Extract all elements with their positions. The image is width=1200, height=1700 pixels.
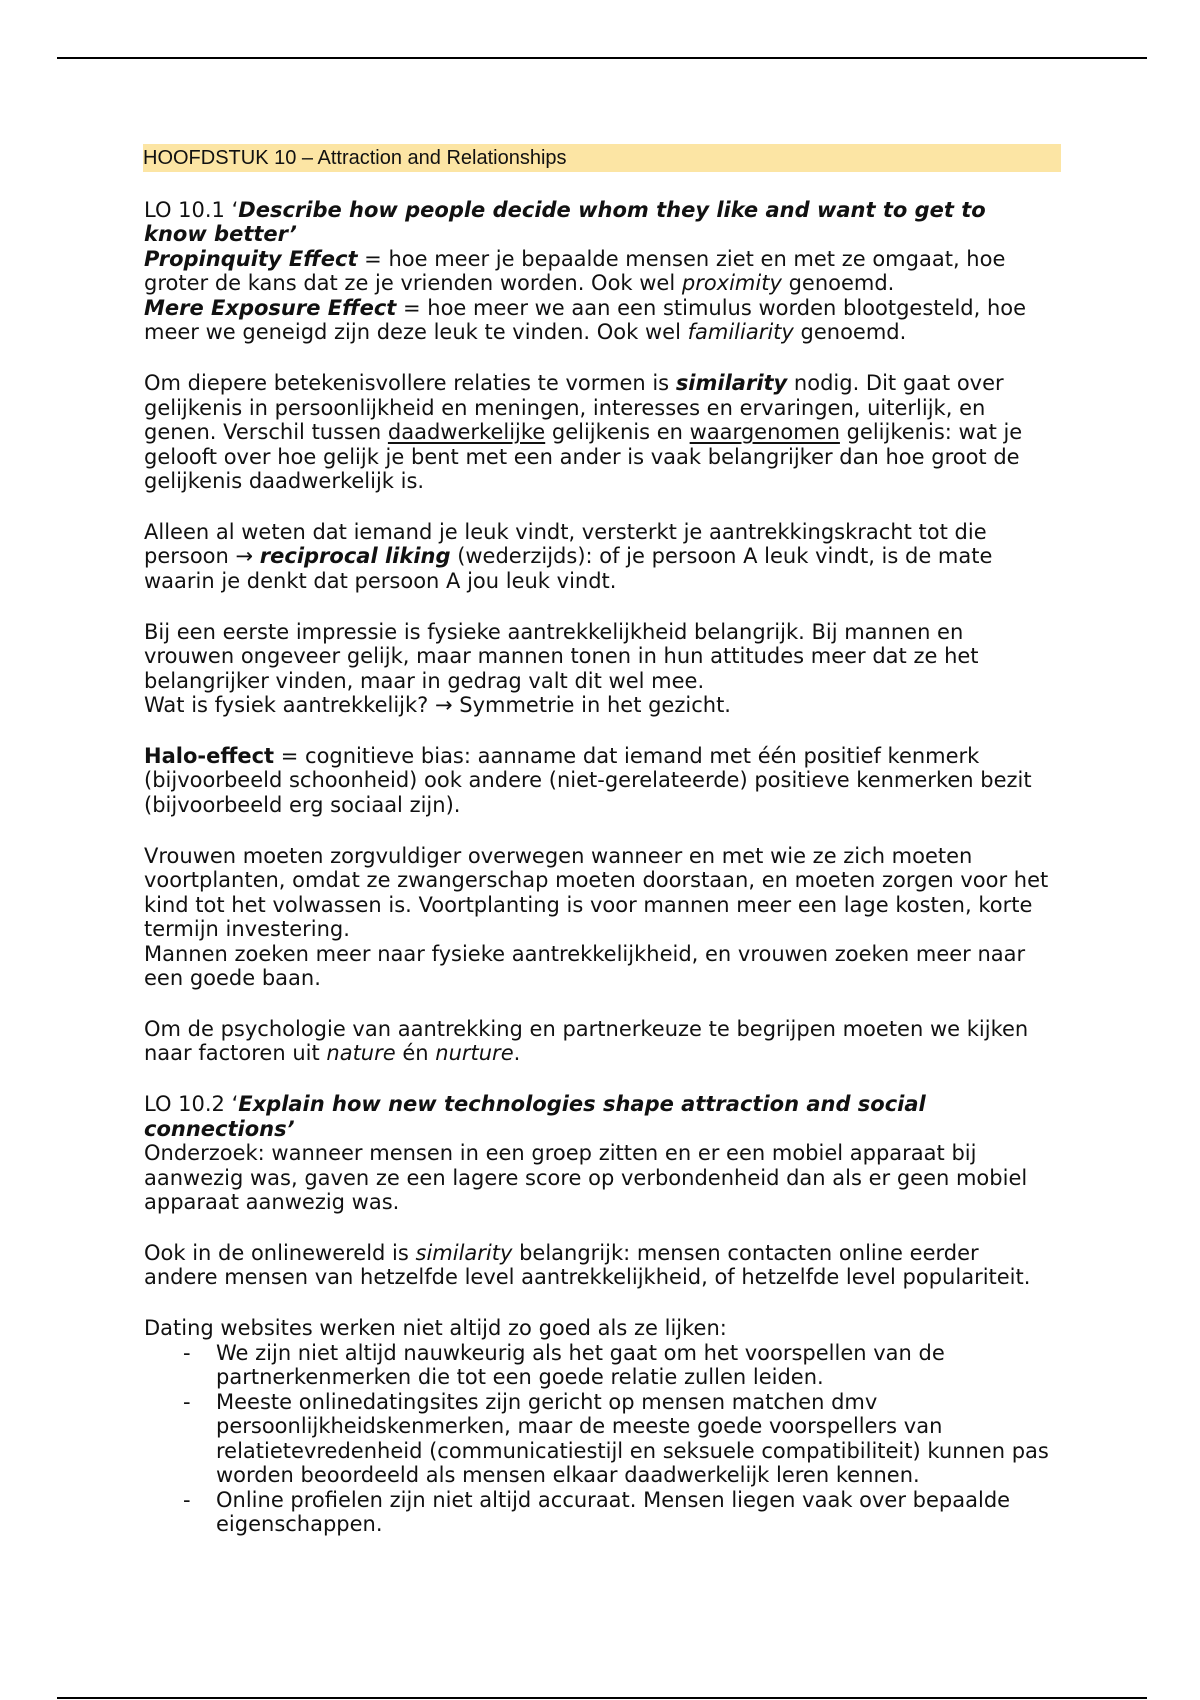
text-line: relatietevredenheid (communicatiestijl en seksuele compatibiliteit) kunnen pas — [216, 1438, 1049, 1463]
text-line — [144, 396, 1074, 421]
term-familiarity: familiarity — [687, 320, 794, 345]
lo-title: Describe how people decide whom they like and want to get to — [238, 197, 986, 222]
text-run: persoon → — [144, 544, 260, 569]
text-run: gelijkenis daadwerkelijk is. — [144, 469, 425, 493]
term-similarity: similarity — [415, 1240, 513, 1265]
text-line — [144, 1190, 1074, 1215]
text-line: We zijn niet altijd nauwkeurig als het gaat om het voorspellen van de — [216, 1340, 945, 1365]
header-rule — [57, 57, 1147, 59]
text-line — [144, 1117, 1074, 1142]
term-waargenomen: waargenomen — [689, 420, 840, 444]
text-run: én — [395, 1041, 436, 1066]
bullet-list — [144, 1341, 1074, 1537]
text-line — [144, 620, 1074, 645]
text-line: partnerkenmerken die tot een goede relatie zullen leiden. — [216, 1365, 824, 1389]
text-run: kind tot het volwassen is. Voortplanting is voor mannen meer een lage kosten, korte — [144, 892, 1033, 917]
term-similarity: similarity — [675, 371, 788, 395]
list-item — [144, 1488, 1074, 1537]
text-line — [144, 1017, 1074, 1042]
text-line: Online profielen zijn niet altijd accuraat. Mensen liegen vaak over bepaalde — [216, 1487, 1011, 1512]
lo-title: Explain how new technologies shape attraction and social — [238, 1092, 926, 1116]
paragraph-online-similarity — [144, 1241, 1074, 1290]
text-line — [144, 469, 1074, 494]
paragraph-nature-nurture — [144, 1017, 1074, 1066]
text-line — [144, 917, 1074, 942]
text-line — [144, 520, 1074, 545]
text-line: Meeste onlinedatingsites zijn gericht op mensen matchen dmv — [216, 1389, 878, 1414]
bullet-marker: - — [183, 1487, 191, 1512]
text-line — [144, 222, 1074, 247]
lo-title: connections’ — [144, 1116, 295, 1141]
paragraph-reciprocal-liking — [144, 520, 1074, 594]
text-line — [144, 693, 1074, 718]
paragraph-physical-attractiveness — [144, 620, 1074, 718]
text-run: groter de kans dat ze je vrienden worden. Ook wel — [144, 271, 682, 296]
lo-label: LO 10.1 ‘ — [144, 197, 239, 222]
text-line — [144, 247, 1074, 272]
text-run: naar factoren uit — [144, 1041, 327, 1066]
text-line — [144, 1092, 1074, 1117]
text-line — [144, 793, 1074, 818]
text-line — [144, 844, 1074, 869]
paragraph-dating-websites — [144, 1316, 1074, 1537]
text-run: (bijvoorbeeld schoonheid) ook andere (niet-gerelateerde) positieve kenmerken bezit — [144, 768, 1032, 793]
text-line — [144, 371, 1074, 396]
text-line — [144, 868, 1074, 893]
text-line — [144, 420, 1074, 445]
paragraph-propinquity — [144, 247, 1074, 345]
bullet-marker: - — [183, 1340, 191, 1365]
text-line — [144, 544, 1074, 569]
text-run: Dating websites werken niet altijd zo goed als ze lijken: — [144, 1316, 727, 1340]
bullet-marker: - — [183, 1389, 191, 1414]
chapter-heading: HOOFDSTUK 10 – Attraction and Relationships — [143, 144, 1061, 172]
text-line — [144, 1166, 1074, 1191]
list-item — [144, 1390, 1074, 1488]
text-line — [144, 1041, 1074, 1066]
text-run: gelijkenis: wat je — [839, 420, 1023, 444]
term-proximity: proximity — [681, 271, 782, 296]
text-run: genoemd. — [781, 271, 895, 296]
text-line — [144, 893, 1074, 918]
list-item — [144, 1341, 1074, 1390]
text-line — [144, 569, 1074, 594]
text-line — [144, 669, 1074, 694]
text-line — [144, 1316, 1074, 1341]
paragraph-research — [144, 1141, 1074, 1215]
text-run: vrouwen ongeveer gelijk, maar mannen tonen in hun attitudes meer dat ze het — [144, 644, 979, 668]
text-run: (wederzijds): of je persoon A leuk vindt, is de mate — [450, 544, 993, 569]
text-run: genoemd. — [793, 320, 907, 345]
text-run: apparaat aanwezig was. — [144, 1190, 400, 1214]
term-nurture: nurture — [435, 1041, 514, 1066]
text-run: Om diepere betekenisvollere relaties te vormen is — [144, 371, 676, 395]
text-run: Vrouwen moeten zorgvuldiger overwegen wanneer en met wie ze zich moeten — [144, 843, 973, 868]
text-run: = cognitieve bias: aanname dat iemand met één positief kenmerk — [274, 743, 980, 768]
text-run: aanwezig was, gaven ze een lagere score op verbondenheid dan als er geen mobiel — [144, 1165, 1028, 1190]
text-run: waarin je denkt dat persoon A jou leuk vindt. — [144, 568, 617, 593]
text-line — [144, 744, 1074, 769]
text-run: belangrijker vinden, maar in gedrag valt dit wel mee. — [144, 668, 705, 693]
paragraph-halo-effect — [144, 744, 1074, 818]
text-run: Wat is fysiek aantrekkelijk? → Symmetrie in het gezicht. — [144, 693, 731, 717]
term-halo-effect: Halo-effect — [144, 743, 275, 768]
text-run: Ook in de onlinewereld is — [144, 1240, 416, 1265]
footer-rule — [57, 1697, 1147, 1699]
learning-objective-10-1 — [144, 198, 1074, 247]
text-run: genen. Verschil tussen — [144, 420, 388, 444]
text-run: een goede baan. — [144, 966, 321, 990]
text-run: gelijkenis in persoonlijkheid en meningen, interesses en ervaringen, uiterlijk, en — [144, 395, 986, 420]
text-line — [144, 296, 1074, 321]
text-run: . — [513, 1041, 521, 1066]
lo-label: LO 10.2 ‘ — [144, 1092, 239, 1116]
text-run: belangrijk: mensen contacten online eerder — [512, 1240, 979, 1265]
text-run: Mannen zoeken meer naar fysieke aantrekkelijkheid, en vrouwen zoeken meer naar — [144, 941, 1026, 966]
term-propinquity-effect: Propinquity Effect — [144, 246, 358, 271]
text-line — [144, 1141, 1074, 1166]
paragraph-reproduction — [144, 844, 1074, 991]
term-reciprocal-liking: reciprocal liking — [259, 544, 451, 569]
text-run: andere mensen van hetzelfde level aantrekkelijkheid, of hetzelfde level populariteit. — [144, 1265, 1031, 1290]
term-daadwerkelijke: daadwerkelijke — [387, 420, 546, 444]
term-mere-exposure-effect: Mere Exposure Effect — [144, 295, 397, 320]
text-line: worden beoordeeld als mensen elkaar daadwerkelijk leren kennen. — [216, 1463, 920, 1487]
text-run: = hoe meer je bepaalde mensen ziet en met ze omgaat, hoe — [357, 246, 1006, 271]
text-run: Om de psychologie van aantrekking en partnerkeuze te begrijpen moeten we kijken — [144, 1016, 1029, 1041]
document-body — [144, 144, 1074, 1537]
text-line: eigenschappen. — [216, 1512, 383, 1536]
text-line — [144, 271, 1074, 296]
text-line — [144, 644, 1074, 669]
text-run: voortplanten, omdat ze zwangerschap moeten doorstaan, en moeten zorgen voor het — [144, 868, 1049, 892]
paragraph-similarity — [144, 371, 1074, 494]
text-run: termijn investering. — [144, 917, 350, 941]
text-run: = hoe meer we aan een stimulus worden blootgesteld, hoe — [396, 295, 1027, 320]
text-line — [144, 768, 1074, 793]
text-run: Onderzoek: wanneer mensen in een groep zitten en er een mobiel apparaat bij — [144, 1141, 977, 1165]
text-run: (bijvoorbeeld erg sociaal zijn). — [144, 792, 461, 817]
text-run: meer we geneigd zijn deze leuk te vinden. Ook wel — [144, 320, 688, 345]
learning-objective-10-2 — [144, 1092, 1074, 1141]
text-line: persoonlijkheidskenmerken, maar de meeste goede voorspellers van — [216, 1414, 943, 1438]
text-line — [144, 320, 1074, 345]
text-line — [144, 445, 1074, 470]
text-run: gelijkenis en — [545, 420, 690, 444]
text-line — [144, 942, 1074, 967]
text-line — [144, 1265, 1074, 1290]
term-nature: nature — [326, 1041, 396, 1066]
text-run: gelooft over hoe gelijk je bent met een ander is vaak belangrijker dan hoe groot de — [144, 444, 1020, 469]
text-line — [144, 1241, 1074, 1266]
text-line — [144, 966, 1074, 991]
text-line — [144, 198, 1074, 223]
text-run: Alleen al weten dat iemand je leuk vindt, versterkt je aantrekkingskracht tot die — [144, 519, 987, 544]
text-run: Bij een eerste impressie is fysieke aantrekkelijkheid belangrijk. Bij mannen en — [144, 619, 964, 644]
text-run: nodig. Dit gaat over — [787, 371, 1004, 395]
lo-title: know better’ — [144, 222, 297, 247]
